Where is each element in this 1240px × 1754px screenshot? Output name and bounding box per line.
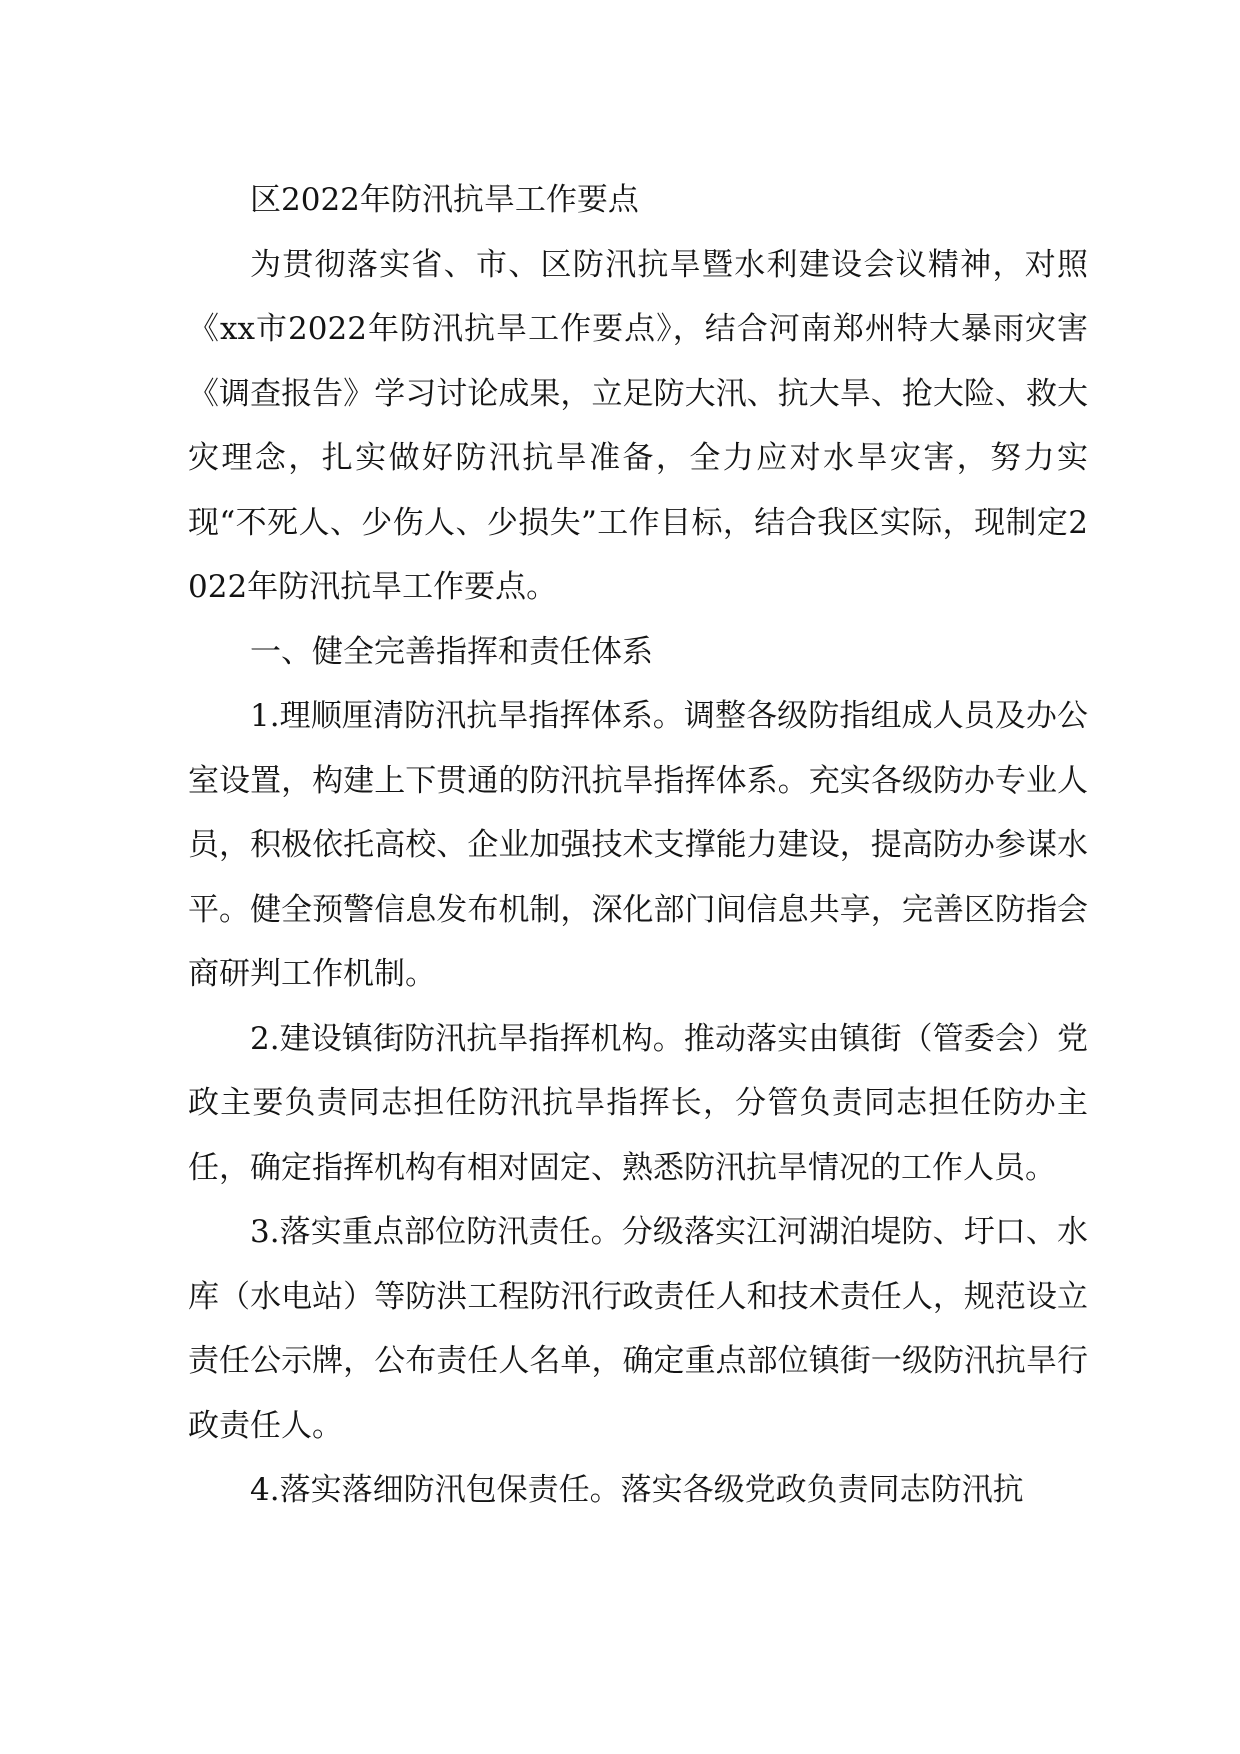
item-paragraph-3: 3.落实重点部位防汛责任。分级落实江河湖泊堤防、圩口、水库（水电站）等防洪工程防汛行政责任人和技术责任人，规范设立责任公示牌，公布责任人名单，确定重点部位镇街一级防汛抗旱行政责任人。 [188, 1214, 1088, 1444]
item-paragraph-2: 2.建设镇街防汛抗旱指挥机构。推动落实由镇街（管委会）党政主要负责同志担任防汛抗旱指挥长，分管负责同志担任防办主任，确定指挥机构有相对固定、熟悉防汛抗旱情况的工作人员。 [188, 1020, 1088, 1186]
intro-paragraph: 为贯彻落实省、市、区防汛抗旱暨水利建设会议精神，对照《xx市2022年防汛抗旱工作要点》，结合河南郑州特大暴雨灾害《调查报告》学习讨论成果，立足防大汛、抗大旱、抢大险、救大灾理念，扎实做好防汛抗旱准备，全力应对水旱灾害，努力实现“不死人、少伤人、少损失”工作目标，结合我区实际，现制定2022年防汛抗旱工作要点。 [188, 246, 1088, 605]
document-body [188, 168, 1088, 1523]
item-paragraph-4: 4.落实落细防汛包保责任。落实各级党政负责同志防汛抗 [250, 1472, 1024, 1508]
document-title: 区2022年防汛抗旱工作要点 [250, 182, 639, 218]
section-heading-1: 一、健全完善指挥和责任体系 [250, 633, 653, 670]
item-paragraph-1: 1.理顺厘清防汛抗旱指挥体系。调整各级防指组成人员及办公室设置，构建上下贯通的防汛抗旱指挥体系。充实各级防办专业人员，积极依托高校、企业加强技术支撑能力建设，提高防办参谋水平。健全预警信息发布机制，深化部门间信息共享，完善区防指会商研判工作机制。 [188, 698, 1088, 992]
